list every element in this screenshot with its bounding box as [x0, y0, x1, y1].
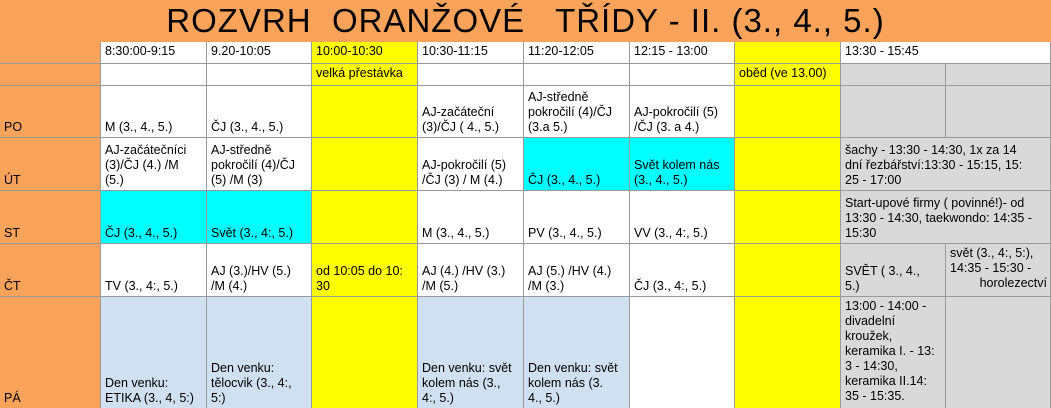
- ct-lesson-6: ČJ (3., 4:, 5.): [630, 244, 735, 297]
- time-header-2: 9.20-10:05: [207, 42, 312, 64]
- notes-cell-8a: [841, 64, 946, 86]
- time-header-3: 10:00-10:30: [312, 42, 418, 64]
- corner-header: [0, 42, 101, 64]
- notes-row-label: [0, 64, 101, 86]
- pa-break: [312, 297, 418, 408]
- ct-lesson-5: AJ (5.) /HV (4.) /M (3.): [524, 244, 630, 297]
- st-afternoon: Start-upové firmy ( povinné!)- od 13:30 - 14:30, taekwondo: 14:35 - 15:30: [841, 191, 1051, 244]
- ut-lesson-5: ČJ (3., 4., 5.): [524, 138, 630, 191]
- ut-break: [312, 138, 418, 191]
- st-lesson-4: M (3., 4., 5.): [418, 191, 524, 244]
- ut-afternoon: šachy - 13:30 - 14:30, 1x za 14 dní řezbářství:13:30 - 15:15, 15: 25 - 17:00: [841, 138, 1051, 191]
- notes-cell-8b: [946, 64, 1051, 86]
- po-lesson-4: AJ-začáteční (3)/ČJ ( 4., 5.): [418, 86, 524, 138]
- day-label-ut: ÚT: [0, 138, 101, 191]
- break-note: velká přestávka: [312, 64, 418, 86]
- notes-cell-2: [207, 64, 312, 86]
- pa-afternoon-a: 13:00 - 14:00 - divadelní kroužek, keramika I. - 13: 3 - 14:30, keramika II.14: 35 - 15:35.: [841, 297, 946, 408]
- ct-break: od 10:05 do 10: 30: [312, 244, 418, 297]
- po-lesson-6: AJ-pokročilí (5) /ČJ (3. a 4.): [630, 86, 735, 138]
- st-lesson-6: VV (3., 4:, 5.): [630, 191, 735, 244]
- ut-lunch: [735, 138, 841, 191]
- pa-lesson-1: Den venku: ETIKA (3., 4, 5:): [101, 297, 207, 408]
- time-header-6: 12:15 - 13:00: [630, 42, 735, 64]
- pa-lesson-6: [630, 297, 735, 408]
- day-label-po: PO: [0, 86, 101, 138]
- pa-lesson-2: Den venku: tělocvik (3., 4:, 5:): [207, 297, 312, 408]
- ct-afternoon-b-line2: 14:35 - 15:30 -: [950, 261, 1032, 275]
- ct-afternoon-b: [946, 244, 1051, 297]
- lunch-note: oběd (ve 13.00): [735, 64, 841, 86]
- st-lesson-1: ČJ (3., 4., 5.): [101, 191, 207, 244]
- notes-cell-4: [418, 64, 524, 86]
- po-afternoon-a: [841, 86, 946, 138]
- ct-lesson-2: AJ (3.)/HV (5.) /M (4.): [207, 244, 312, 297]
- st-lunch: [735, 191, 841, 244]
- po-break: [312, 86, 418, 138]
- time-header-1: 8:30:00-9:15: [101, 42, 207, 64]
- po-lesson-1: M (3., 4., 5.): [101, 86, 207, 138]
- po-afternoon-b: [946, 86, 1051, 138]
- ct-afternoon-a: SVĚT ( 3., 4., 5.): [841, 244, 946, 297]
- day-label-pa: PÁ: [0, 297, 101, 408]
- ut-lesson-2: AJ-středně pokročilí (4)/ČJ (5) /M (3): [207, 138, 312, 191]
- ut-lesson-1: AJ-začátečníci (3)/ČJ (4.) /M (5.): [101, 138, 207, 191]
- page-title: ROZVRH ORANŽOVÉ TŘÍDY - II. (3., 4., 5.): [0, 0, 1051, 42]
- notes-cell-5: [524, 64, 630, 86]
- st-lesson-2: Svět (3., 4:, 5.): [207, 191, 312, 244]
- time-header-5: 11:20-12:05: [524, 42, 630, 64]
- ct-lesson-1: TV (3., 4:, 5.): [101, 244, 207, 297]
- notes-cell-1: [101, 64, 207, 86]
- st-lesson-5: PV (3., 4., 5.): [524, 191, 630, 244]
- ct-afternoon-b-line1: svět (3., 4:, 5:),: [950, 246, 1034, 260]
- ct-afternoon-b-line3: horolezectví: [979, 276, 1047, 290]
- po-lesson-5: AJ-středně pokročilí (4)/ČJ (3.a 5.): [524, 86, 630, 138]
- ct-lunch: [735, 244, 841, 297]
- pa-afternoon-b: [946, 297, 1051, 408]
- ut-lesson-6: Svět kolem nás (3., 4., 5.): [630, 138, 735, 191]
- pa-lesson-4: Den venku: svět kolem nás (3., 4:, 5.): [418, 297, 524, 408]
- day-label-st: ST: [0, 191, 101, 244]
- notes-cell-6: [630, 64, 735, 86]
- pa-lesson-5: Den venku: svět kolem nás (3. 4., 5.): [524, 297, 630, 408]
- po-lunch: [735, 86, 841, 138]
- time-header-7: [735, 42, 841, 64]
- st-break: [312, 191, 418, 244]
- ct-lesson-4: AJ (4.) /HV (3.) /M (5.): [418, 244, 524, 297]
- time-header-4: 10:30-11:15: [418, 42, 524, 64]
- pa-lunch: [735, 297, 841, 408]
- time-header-8: 13:30 - 15:45: [841, 42, 1051, 64]
- day-label-ct: ČT: [0, 244, 101, 297]
- ut-lesson-4: AJ-pokročilí (5) /ČJ (3) / M (4.): [418, 138, 524, 191]
- po-lesson-2: ČJ (3., 4., 5.): [207, 86, 312, 138]
